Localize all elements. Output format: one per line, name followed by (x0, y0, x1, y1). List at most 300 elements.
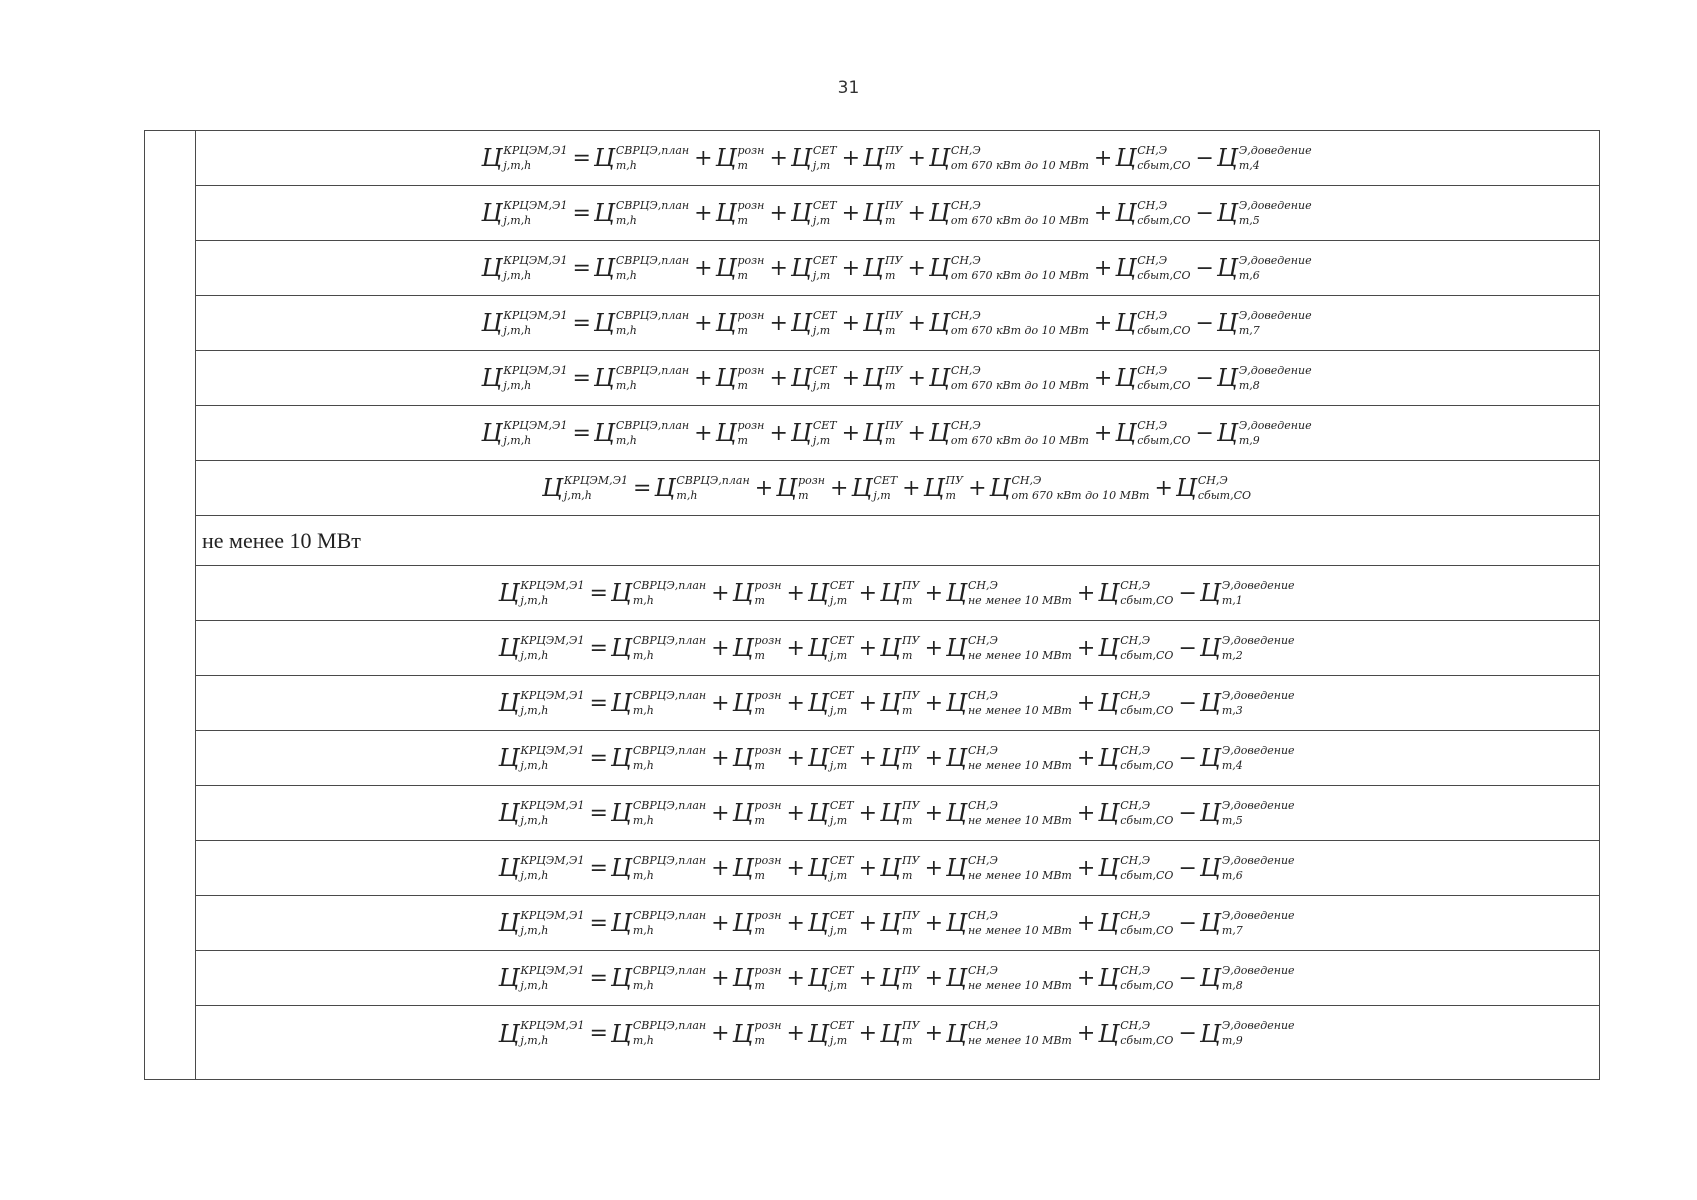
formula-term (1098, 1019, 1175, 1048)
plus-sign: + (858, 855, 878, 881)
subscript: сбыт,СО (1197, 488, 1252, 502)
symbol: Ц (863, 419, 884, 447)
plus-sign: + (711, 800, 730, 826)
script-pair (676, 474, 749, 503)
symbol: Ц (1216, 254, 1238, 282)
subscript: j,m (829, 923, 848, 937)
formula-minus-term (1200, 854, 1297, 883)
superscript: розн (754, 1019, 782, 1032)
script-pair (616, 419, 689, 448)
superscript: Э,доведение (1221, 853, 1295, 867)
equals-sign: = (572, 255, 591, 281)
subscript: m (884, 158, 896, 172)
formula-term (716, 199, 767, 228)
formula-term (733, 744, 784, 773)
formula (498, 689, 1296, 718)
subscript: j,m,h (503, 158, 532, 172)
formula-term (791, 199, 839, 228)
plus-sign: + (907, 255, 926, 281)
formula-minus-term (1200, 689, 1297, 718)
subscript: m,5 (1238, 213, 1260, 227)
subscript: от 670 кВт до 10 МВт (950, 433, 1089, 447)
minus-sign: − (1195, 365, 1214, 391)
formula-row (196, 841, 1599, 896)
superscript: розн (754, 578, 782, 592)
formula (481, 419, 1313, 448)
formula-minus-term (1217, 144, 1314, 173)
script-pair (1137, 144, 1190, 173)
formula-lhs (498, 689, 586, 718)
superscript: Э,доведение (1221, 578, 1295, 592)
symbol: Ц (498, 579, 520, 607)
formula-lhs (481, 419, 569, 448)
subscript: j,m,h (520, 703, 549, 717)
subscript: m,8 (1238, 378, 1260, 392)
symbol: Ц (1098, 634, 1120, 662)
script-pair (1198, 474, 1251, 503)
formula-term (1115, 144, 1192, 173)
formula-term (929, 254, 1091, 283)
superscript: СН,Э (1137, 143, 1168, 157)
script-pair (520, 909, 584, 938)
subscript: сбыт,СО (1137, 378, 1191, 392)
symbol: Ц (610, 579, 632, 607)
subscript: сбыт,СО (1120, 1034, 1174, 1047)
superscript: КРЦЭМ,Э1 (503, 418, 568, 432)
symbol: Ц (1175, 474, 1197, 502)
symbol: Ц (880, 744, 902, 772)
equals-sign: = (589, 965, 608, 991)
formula-minus-term (1200, 1019, 1297, 1048)
formula-row (196, 406, 1599, 461)
subscript: m,9 (1238, 433, 1260, 447)
equals-sign: = (633, 475, 652, 501)
symbol: Ц (715, 144, 737, 172)
formula-term (611, 689, 708, 718)
subscript: m,5 (1221, 813, 1243, 827)
superscript: ПУ (902, 743, 920, 757)
script-pair (633, 1019, 706, 1048)
plus-sign: + (907, 310, 926, 336)
superscript: СН,Э (1137, 363, 1168, 377)
subscript: сбыт,СО (1137, 158, 1191, 172)
subscript: j,m (812, 268, 831, 282)
plus-sign: + (769, 145, 788, 171)
script-pair (1120, 1019, 1173, 1048)
superscript: КРЦЭМ,Э1 (520, 1019, 585, 1032)
script-pair (830, 799, 854, 828)
formula-term (594, 309, 691, 338)
subscript: j,m,h (520, 758, 549, 772)
formula-row (196, 731, 1599, 786)
plus-sign: + (786, 910, 805, 936)
formula-term (880, 799, 921, 828)
script-pair (813, 364, 837, 393)
superscript: СВРЦЭ,план (615, 253, 690, 267)
plus-sign: + (711, 910, 730, 936)
symbol: Ц (593, 254, 615, 282)
plus-sign: + (1076, 635, 1096, 661)
minus-sign: − (1178, 965, 1197, 991)
symbol: Ц (807, 744, 829, 772)
minus-sign: − (1195, 200, 1214, 226)
script-pair (1120, 744, 1173, 773)
script-pair (755, 909, 782, 938)
symbol: Ц (498, 854, 520, 882)
script-pair (946, 474, 964, 503)
symbol: Ц (1216, 419, 1238, 447)
equals-sign: = (589, 635, 608, 661)
script-pair (616, 254, 689, 283)
plus-sign: + (1093, 310, 1113, 336)
formula-term (791, 419, 839, 448)
plus-sign: + (786, 580, 805, 606)
subscript: m (902, 923, 913, 937)
symbol: Ц (880, 909, 902, 937)
plus-sign: + (1076, 965, 1096, 991)
plus-sign: + (968, 475, 987, 501)
plus-sign: + (694, 145, 713, 171)
symbol: Ц (790, 309, 812, 337)
script-pair (968, 689, 1072, 718)
plus-sign: + (694, 255, 713, 281)
symbol: Ц (790, 254, 812, 282)
subscript: m,h (632, 648, 654, 662)
plus-sign: + (786, 800, 805, 826)
superscript: СВРЦЭ,план (615, 198, 690, 212)
symbol: Ц (790, 199, 812, 227)
symbol: Ц (610, 744, 632, 772)
script-pair (1239, 309, 1312, 338)
superscript: КРЦЭМ,Э1 (520, 578, 585, 592)
subscript: m,h (615, 268, 637, 282)
superscript: ПУ (884, 363, 903, 377)
script-pair (1137, 199, 1190, 228)
symbol: Ц (1098, 799, 1120, 827)
superscript: КРЦЭМ,Э1 (520, 963, 585, 977)
formula-row (196, 461, 1599, 516)
symbol: Ц (610, 854, 632, 882)
subscript: j,m (873, 488, 891, 502)
subscript: сбыт,СО (1120, 868, 1174, 882)
subscript: m (884, 268, 896, 282)
superscript: Э,доведение (1221, 798, 1295, 812)
subscript: m,1 (1221, 593, 1243, 607)
symbol: Ц (1098, 964, 1120, 992)
symbol: Ц (880, 854, 902, 882)
symbol: Ц (1098, 909, 1120, 937)
script-pair (830, 854, 854, 883)
subscript: m,h (632, 1034, 654, 1047)
symbol: Ц (498, 634, 520, 662)
script-pair (520, 1019, 584, 1048)
subscript: m (754, 923, 765, 937)
formula-term (791, 254, 839, 283)
plus-sign: + (1093, 145, 1113, 171)
script-pair (968, 1019, 1072, 1048)
formula-term (929, 144, 1091, 173)
plus-sign: + (1076, 910, 1096, 936)
subscript: m,h (615, 158, 637, 172)
symbol: Ц (1216, 309, 1238, 337)
symbol: Ц (593, 364, 615, 392)
script-pair (830, 909, 854, 938)
subscript: m (754, 978, 765, 992)
script-pair (968, 909, 1072, 938)
superscript: СВРЦЭ,план (632, 1019, 707, 1032)
script-pair (503, 364, 567, 393)
formula-term (929, 419, 1091, 448)
script-pair (1011, 474, 1149, 503)
script-pair (1239, 364, 1312, 393)
plus-sign: + (858, 635, 878, 661)
formula-term (611, 744, 708, 773)
superscript: розн (754, 743, 782, 757)
plus-sign: + (907, 420, 926, 446)
symbol: Ц (928, 254, 950, 282)
plus-sign: + (902, 475, 921, 501)
formula (498, 1019, 1296, 1048)
superscript: СН,Э (1011, 473, 1042, 487)
superscript: Э,доведение (1221, 743, 1295, 757)
script-pair (738, 364, 765, 393)
plus-sign: + (769, 255, 788, 281)
subscript: m (754, 813, 765, 827)
formula-term (880, 579, 921, 608)
equals-sign: = (589, 745, 608, 771)
formula-minus-term (1200, 799, 1297, 828)
symbol: Ц (880, 1019, 902, 1048)
symbol: Ц (1216, 199, 1238, 227)
symbol: Ц (923, 474, 945, 502)
superscript: Э,доведение (1221, 1019, 1295, 1032)
script-pair (968, 634, 1072, 663)
symbol: Ц (928, 144, 950, 172)
symbol: Ц (498, 744, 520, 772)
formula-lhs (481, 364, 569, 393)
superscript: ПУ (902, 853, 920, 867)
script-pair (951, 364, 1089, 393)
equals-sign: = (589, 580, 608, 606)
plus-sign: + (694, 420, 713, 446)
plus-sign: + (1076, 800, 1096, 826)
symbol: Ц (807, 689, 829, 717)
superscript: Э,доведение (1238, 363, 1312, 377)
superscript: СЕТ (812, 143, 837, 157)
equals-sign: = (572, 365, 591, 391)
superscript: СЕТ (829, 578, 854, 592)
minus-sign: − (1195, 420, 1214, 446)
formula-lhs (498, 909, 586, 938)
subscript: сбыт,СО (1120, 813, 1174, 827)
subscript: m (884, 213, 896, 227)
formula-term (808, 634, 856, 663)
superscript: розн (737, 418, 765, 432)
script-pair (1120, 634, 1173, 663)
subscript: m (902, 703, 913, 717)
subscript: j,m,h (503, 433, 532, 447)
formula-minus-term (1217, 199, 1314, 228)
symbol: Ц (1115, 199, 1137, 227)
symbol: Ц (946, 854, 967, 882)
symbol: Ц (498, 964, 520, 992)
superscript: Э,доведение (1238, 143, 1312, 157)
superscript: розн (737, 308, 765, 322)
section-row (196, 516, 1599, 566)
symbol: Ц (928, 364, 950, 392)
symbol: Ц (1216, 364, 1238, 392)
minus-sign: − (1195, 145, 1214, 171)
script-pair (830, 1019, 854, 1048)
superscript: СН,Э (1120, 688, 1151, 702)
formula-minus-term (1200, 744, 1297, 773)
subscript: сбыт,СО (1120, 758, 1174, 772)
superscript: розн (754, 633, 782, 647)
subscript: m,4 (1221, 758, 1243, 772)
plus-sign: + (924, 635, 943, 661)
superscript: КРЦЭМ,Э1 (503, 143, 568, 157)
subscript: m (754, 593, 765, 607)
superscript: СН,Э (1120, 908, 1151, 922)
subscript: m (754, 758, 765, 772)
formula-term (716, 254, 767, 283)
plus-sign: + (769, 310, 788, 336)
script-pair (902, 1019, 920, 1048)
subscript: m,9 (1221, 1034, 1243, 1047)
formula-term (716, 364, 767, 393)
superscript: розн (737, 143, 765, 157)
subscript: сбыт,СО (1120, 593, 1174, 607)
formula-term (791, 144, 839, 173)
formula-term (791, 364, 839, 393)
script-pair (633, 579, 706, 608)
superscript: ПУ (902, 578, 920, 592)
symbol: Ц (481, 254, 503, 282)
symbol: Ц (807, 964, 829, 992)
plus-sign: + (711, 690, 730, 716)
script-pair (1222, 1019, 1295, 1048)
script-pair (1222, 744, 1295, 773)
formula-row (196, 241, 1599, 296)
superscript: КРЦЭМ,Э1 (563, 473, 629, 487)
superscript: СН,Э (1137, 253, 1168, 267)
script-pair (902, 964, 920, 993)
formula-term (733, 799, 784, 828)
symbol: Ц (732, 909, 754, 937)
formula-term (1098, 744, 1175, 773)
plus-sign: + (1093, 200, 1113, 226)
superscript: СН,Э (1120, 578, 1151, 592)
script-pair (902, 744, 920, 773)
script-pair (1137, 309, 1190, 338)
script-pair (616, 309, 689, 338)
symbol: Ц (481, 309, 503, 337)
symbol: Ц (807, 579, 829, 607)
formula-minus-term (1200, 579, 1297, 608)
formula-lhs (498, 964, 586, 993)
subscript: сбыт,СО (1120, 978, 1174, 992)
formula-term (733, 634, 784, 663)
symbol: Ц (946, 909, 967, 937)
subscript: сбыт,СО (1137, 323, 1191, 337)
script-pair (1222, 634, 1295, 663)
formula-lhs (481, 309, 569, 338)
symbol: Ц (1199, 964, 1221, 992)
symbol: Ц (863, 144, 884, 172)
script-pair (873, 474, 897, 503)
symbol: Ц (715, 419, 737, 447)
formula-term (733, 909, 784, 938)
superscript: СН,Э (967, 578, 998, 592)
symbol: Ц (946, 579, 967, 607)
script-pair (813, 254, 837, 283)
symbol: Ц (807, 634, 829, 662)
plus-sign: + (924, 1021, 943, 1046)
formula-row (196, 296, 1599, 351)
equals-sign: = (572, 200, 591, 226)
plus-sign: + (711, 635, 730, 661)
symbol: Ц (946, 1019, 967, 1048)
script-pair (951, 254, 1089, 283)
superscript: Э,доведение (1221, 963, 1295, 977)
symbol: Ц (863, 254, 884, 282)
subscript: m,8 (1221, 978, 1243, 992)
symbol: Ц (732, 689, 754, 717)
subscript: m (902, 813, 913, 827)
formula-table (144, 130, 1600, 1080)
formula-term (946, 964, 1074, 993)
formula-minus-term (1217, 364, 1314, 393)
superscript: КРЦЭМ,Э1 (520, 798, 585, 812)
formula-term (611, 634, 708, 663)
script-pair (951, 309, 1089, 338)
subscript: j,m,h (503, 378, 532, 392)
symbol: Ц (807, 909, 829, 937)
formula-term (611, 854, 708, 883)
formula-term (946, 634, 1074, 663)
plus-sign: + (786, 690, 805, 716)
plus-sign: + (694, 365, 713, 391)
script-pair (755, 744, 782, 773)
formula-lhs (498, 634, 586, 663)
formula-term (594, 199, 691, 228)
script-pair (1120, 799, 1173, 828)
subscript: от 670 кВт до 10 МВт (950, 158, 1089, 172)
superscript: розн (754, 688, 782, 702)
formula-term (1098, 909, 1175, 938)
superscript: розн (754, 908, 782, 922)
script-pair (755, 634, 782, 663)
script-pair (503, 254, 567, 283)
plus-sign: + (711, 580, 730, 606)
plus-sign: + (711, 1021, 730, 1046)
superscript: ПУ (945, 473, 964, 487)
symbol: Ц (1115, 309, 1137, 337)
symbol: Ц (1199, 634, 1221, 662)
subscript: j,m (829, 1034, 848, 1047)
formula-term (716, 144, 767, 173)
script-pair (1239, 254, 1312, 283)
superscript: розн (737, 253, 765, 267)
symbol: Ц (498, 1019, 520, 1048)
script-pair (885, 309, 903, 338)
formula-row (196, 786, 1599, 841)
plus-sign: + (769, 200, 788, 226)
formula-term (1098, 689, 1175, 718)
superscript: Э,доведение (1238, 253, 1312, 267)
formula-term (733, 854, 784, 883)
plus-sign: + (907, 200, 926, 226)
